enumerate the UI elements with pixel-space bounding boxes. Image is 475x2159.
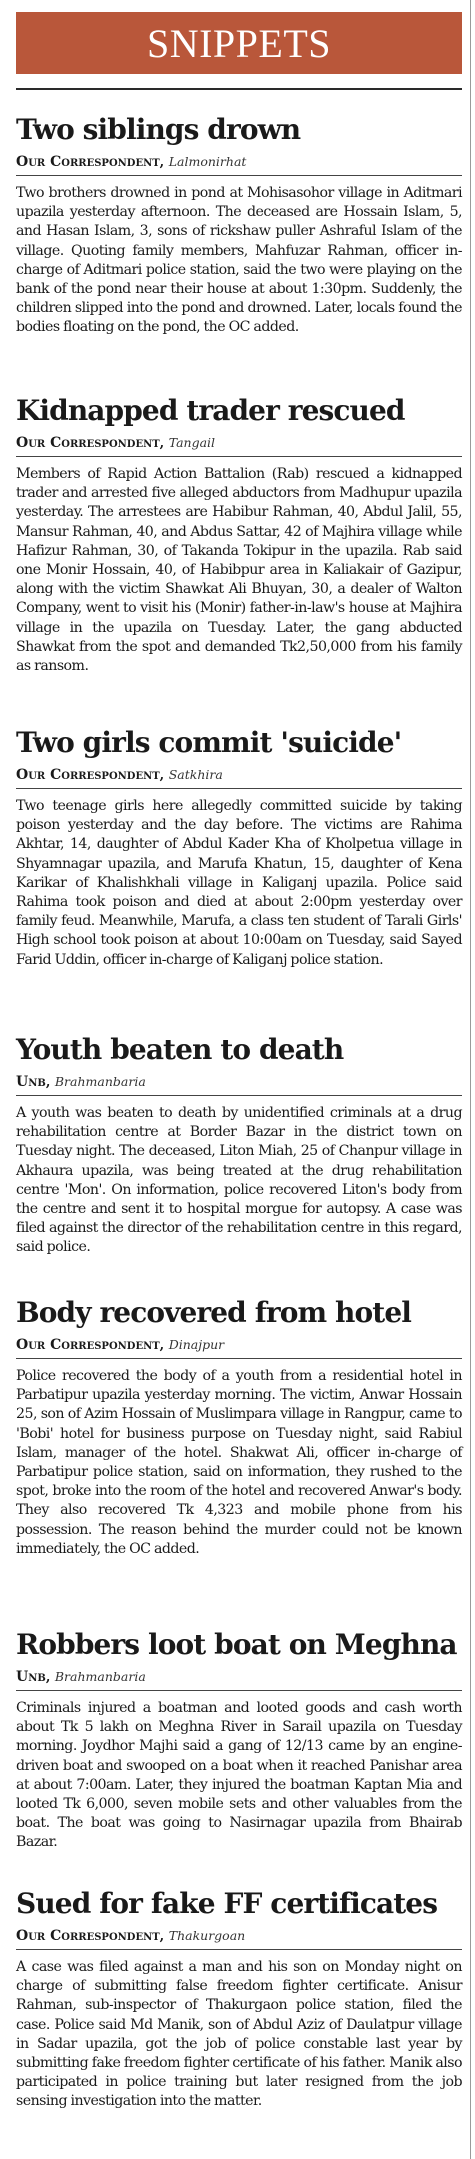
byline-divider [16, 175, 462, 176]
story-body: Criminals injured a boatman and looted goods and cash worth about Tk 5 lakh on Meghna River in Sarail upazila on Tuesday morning. Joydhor Majhi said a gang of 12/13 came by an engine-driven boat and swooped on a boat when it reached Panishar area at about 7:00am. Later, they injured the boatman Kaptan Mia and looted Tk 6,000, seven mobile sets and other valuables from the boat. The boat was going to Nasirnagar upazila from Bhairab Bazar. [16, 1700, 462, 1851]
byline-divider [16, 456, 462, 457]
story-byline: Unb, Brahmanbaria [16, 1669, 146, 1685]
byline-author: Our Correspondent [16, 1337, 160, 1353]
story-body: Members of Rapid Action Battalion (Rab) rescued a kidnapped trader and arrested five alleged abductors from Madhupur upazila yesterday. The arrestees are Habibur Rahman, 40, Abdul Jalil, 55, Mansur Rahman, 40, and Abdus Sattar, 42 of Majhira village while Hafizur Rahman, 30, of Takanda Tokipur in the upazila. Rab said one Monir Hossain, 40, of Habibpur area in Kaliakair of Gazipur, along with the victim Shawkat Ali Bhuyan, 30, a dealer of Walton Company, went to visit his (Monir) father-in-law's house at Majhira village in the upazila on Tuesday. Later, the gang abducted Shawkat from the spot and demanded Tk2,50,000 from his family as ransom. [16, 466, 462, 675]
story-byline: Unb, Brahmanbaria [16, 1074, 146, 1090]
story-two-siblings-drown [16, 113, 462, 352]
byline-place: Tangail [168, 435, 216, 450]
byline-place: Dinajpur [168, 1337, 225, 1352]
story-body: Two teenage girls here allegedly committed suicide by taking poison yesterday and the day before. The victims are Rahima Akhtar, 14, daughter of Abdul Kader Kha of Kholpetua village in Shyamnagar upazila, and Marufa Khatun, 15, daughter of Kena Karikar of Khalishkhali village in Kaliganj upazila. Police said Rahima took poison and died at about 2:00pm yesterday over family feud. Meanwhile, Marufa, a class ten student of Tarali Girls' High school took poison at about 10:00am on Tuesday, said Sayed Farid Uddin, officer in-charge of Kaliganj police station. [16, 798, 462, 968]
story-kidnapped-trader-rescued [16, 394, 462, 690]
story-body: A case was filed against a man and his son on Monday night on charge of submitting false freedom fighter certificate. Anisur Rahman, sub-inspector of Thakurgaon police station, filed the case. Police said Md Manik, son of Abdul Aziz of Daulatpur village in Sadar upazila, got the job of police constable last year by submitting fake freedom fighter certificate of his father. Manik also participated in police training but later resigned from the job sensing investigation into the matter. [16, 1959, 462, 2110]
story-byline: Our Correspondent, Thakurgoan [16, 1928, 246, 1944]
banner-divider [16, 88, 462, 90]
byline-author: Unb [16, 1074, 46, 1090]
story-youth-beaten-to-death [16, 1033, 462, 1272]
story-robbers-loot-boat [16, 1628, 462, 1867]
story-headline: Body recovered from hotel [16, 1296, 411, 1329]
story-headline: Youth beaten to death [16, 1033, 344, 1066]
story-headline: Sued for fake FF certificates [16, 1887, 438, 1920]
story-sued-for-fake-ff-certificates [16, 1887, 462, 2126]
story-headline: Kidnapped trader rescued [16, 394, 405, 427]
section-banner [16, 12, 462, 74]
byline-divider [16, 1095, 462, 1096]
byline-divider [16, 788, 462, 789]
byline-author: Our Correspondent [16, 435, 160, 451]
story-headline: Robbers loot boat on Meghna [16, 1628, 457, 1661]
byline-place: Satkhira [168, 767, 223, 782]
byline-place: Brahmanbaria [54, 1669, 146, 1684]
column-rule [470, 0, 471, 2159]
story-byline: Our Correspondent, Lalmonirhat [16, 154, 247, 170]
story-byline: Our Correspondent, Satkhira [16, 767, 223, 783]
byline-place: Brahmanbaria [54, 1074, 146, 1089]
byline-place: Thakurgoan [168, 1928, 246, 1943]
byline-divider [16, 1949, 462, 1950]
story-body: A youth was beaten to death by unidentified criminals at a drug rehabilitation centre at Border Bazar in the district town on Tuesday night. The deceased, Liton Miah, 25 of Chanpur village in Akhaura upazila, was being treated at the drug rehabilitation centre 'Mon'. On information, police recovered Liton's body from the centre and sent it to hospital morgue for autopsy. A case was filed against the director of the rehabilitation centre in this regard, said police. [16, 1105, 462, 1256]
story-body: Two brothers drowned in pond at Mohisasohor village in Aditmari upazila yesterday afternoon. The deceased are Hossain Islam, 5, and Hasan Islam, 3, sons of rickshaw puller Ashraful Islam of the village. Quoting family members, Mahfuzar Rahman, officer in-charge of Aditmari police station, said the two were playing on the bank of the pond near their house at about 1:30pm. Suddenly, the children slipped into the pond and drowned. Later, locals found the bodies floating on the pond, the OC added. [16, 185, 462, 336]
story-headline: Two siblings drown [16, 113, 301, 146]
story-body: Police recovered the body of a youth from a residential hotel in Parbatipur upazila yesterday morning. The victim, Anwar Hossain 25, son of Azim Hossain of Muslimpara village in Rangpur, came to 'Bobi' hotel for business purpose on Tuesday night, said Rabiul Islam, manager of the hotel. Shakwat Ali, officer in-charge of Parbatipur police station, said on information, they rushed to the spot, broke into the room of the hotel and recovered Anwar's body. They also recovered Tk 4,323 and mobile phone from his possession. The reason behind the murder could not be known immediately, the OC added. [16, 1368, 462, 1557]
story-byline: Our Correspondent, Tangail [16, 435, 216, 451]
byline-author: Our Correspondent [16, 154, 160, 170]
byline-divider [16, 1358, 462, 1359]
story-byline: Our Correspondent, Dinajpur [16, 1337, 225, 1353]
story-body-recovered-from-hotel [16, 1296, 462, 1573]
story-headline: Two girls commit 'suicide' [16, 726, 402, 759]
story-two-girls-commit-suicide [16, 726, 462, 984]
byline-author: Our Correspondent [16, 767, 160, 783]
byline-divider [16, 1690, 462, 1691]
byline-place: Lalmonirhat [168, 154, 247, 169]
section-title: SNIPPETS [146, 20, 332, 66]
byline-author: Our Correspondent [16, 1928, 160, 1944]
byline-author: Unb [16, 1669, 46, 1685]
